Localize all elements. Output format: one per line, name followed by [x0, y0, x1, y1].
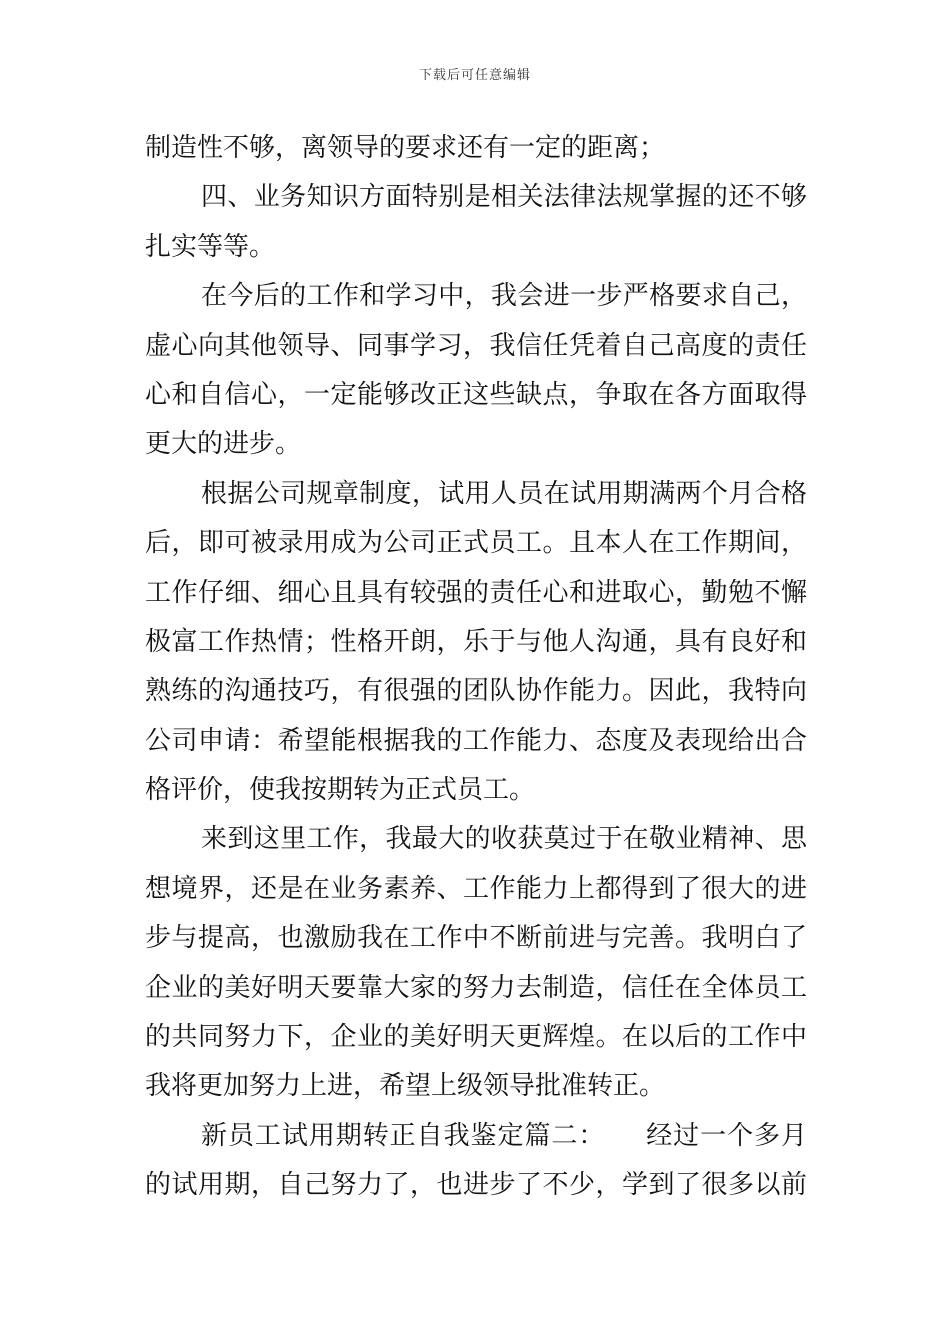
text-line: 来到这里工作，我最大的收获莫过于在敬业精神、思 — [201, 824, 807, 855]
text-line: 心和自信心，一定能够改正这些缺点，争取在各方面取得 — [145, 379, 807, 410]
page-header: 下载后可任意编辑 — [418, 68, 531, 83]
text-line: 工作仔细、细心且具有较强的责任心和进取心，勤勉不懈 — [145, 577, 807, 608]
text-line: 极富工作热情；性格开朗，乐于与他人沟通，具有良好和 — [145, 626, 807, 657]
text-line: 的共同努力下，企业的美好明天更辉煌。在以后的工作中 — [145, 1022, 807, 1053]
text-line: 新员工试用期转正自我鉴定篇二： 经过一个多月 — [201, 1120, 807, 1151]
text-line: 我将更加努力上进，希望上级领导批准转正。 — [145, 1071, 666, 1102]
text-line: 企业的美好明天要靠大家的努力去制造，信任在全体员工 — [145, 972, 807, 1003]
text-line: 扎实等等。 — [145, 231, 276, 262]
text-line: 虚心向其他领导、同事学习，我信任凭着自己高度的责任 — [145, 330, 807, 361]
text-line: 四、业务知识方面特别是相关法律法规掌握的还不够 — [201, 182, 807, 213]
text-line: 熟练的沟通技巧，有很强的团队协作能力。因此，我特向 — [145, 676, 807, 707]
text-line: 更大的进步。 — [145, 429, 302, 460]
text-line: 制造性不够，离领导的要求还有一定的距离； — [145, 133, 666, 163]
text-line: 步与提高，也激励我在工作中不断前进与完善。我明白了 — [145, 923, 807, 954]
text-line: 公司申请：希望能根据我的工作能力、态度及表现给出合 — [145, 725, 807, 756]
text-line: 格评价，使我按期转为正式员工。 — [145, 775, 536, 806]
text-line: 后，即可被录用成为公司正式员工。且本人在工作期间， — [145, 528, 807, 559]
text-line: 在今后的工作和学习中，我会进一步严格要求自己， — [201, 281, 807, 312]
text-line: 想境界，还是在业务素养、工作能力上都得到了很大的进 — [145, 873, 807, 904]
document-body — [145, 124, 807, 1211]
text-line: 根据公司规章制度，试用人员在试用期满两个月合格 — [201, 478, 807, 509]
text-line: 的试用期，自己努力了，也进步了不少，学到了很多以前 — [145, 1170, 807, 1201]
